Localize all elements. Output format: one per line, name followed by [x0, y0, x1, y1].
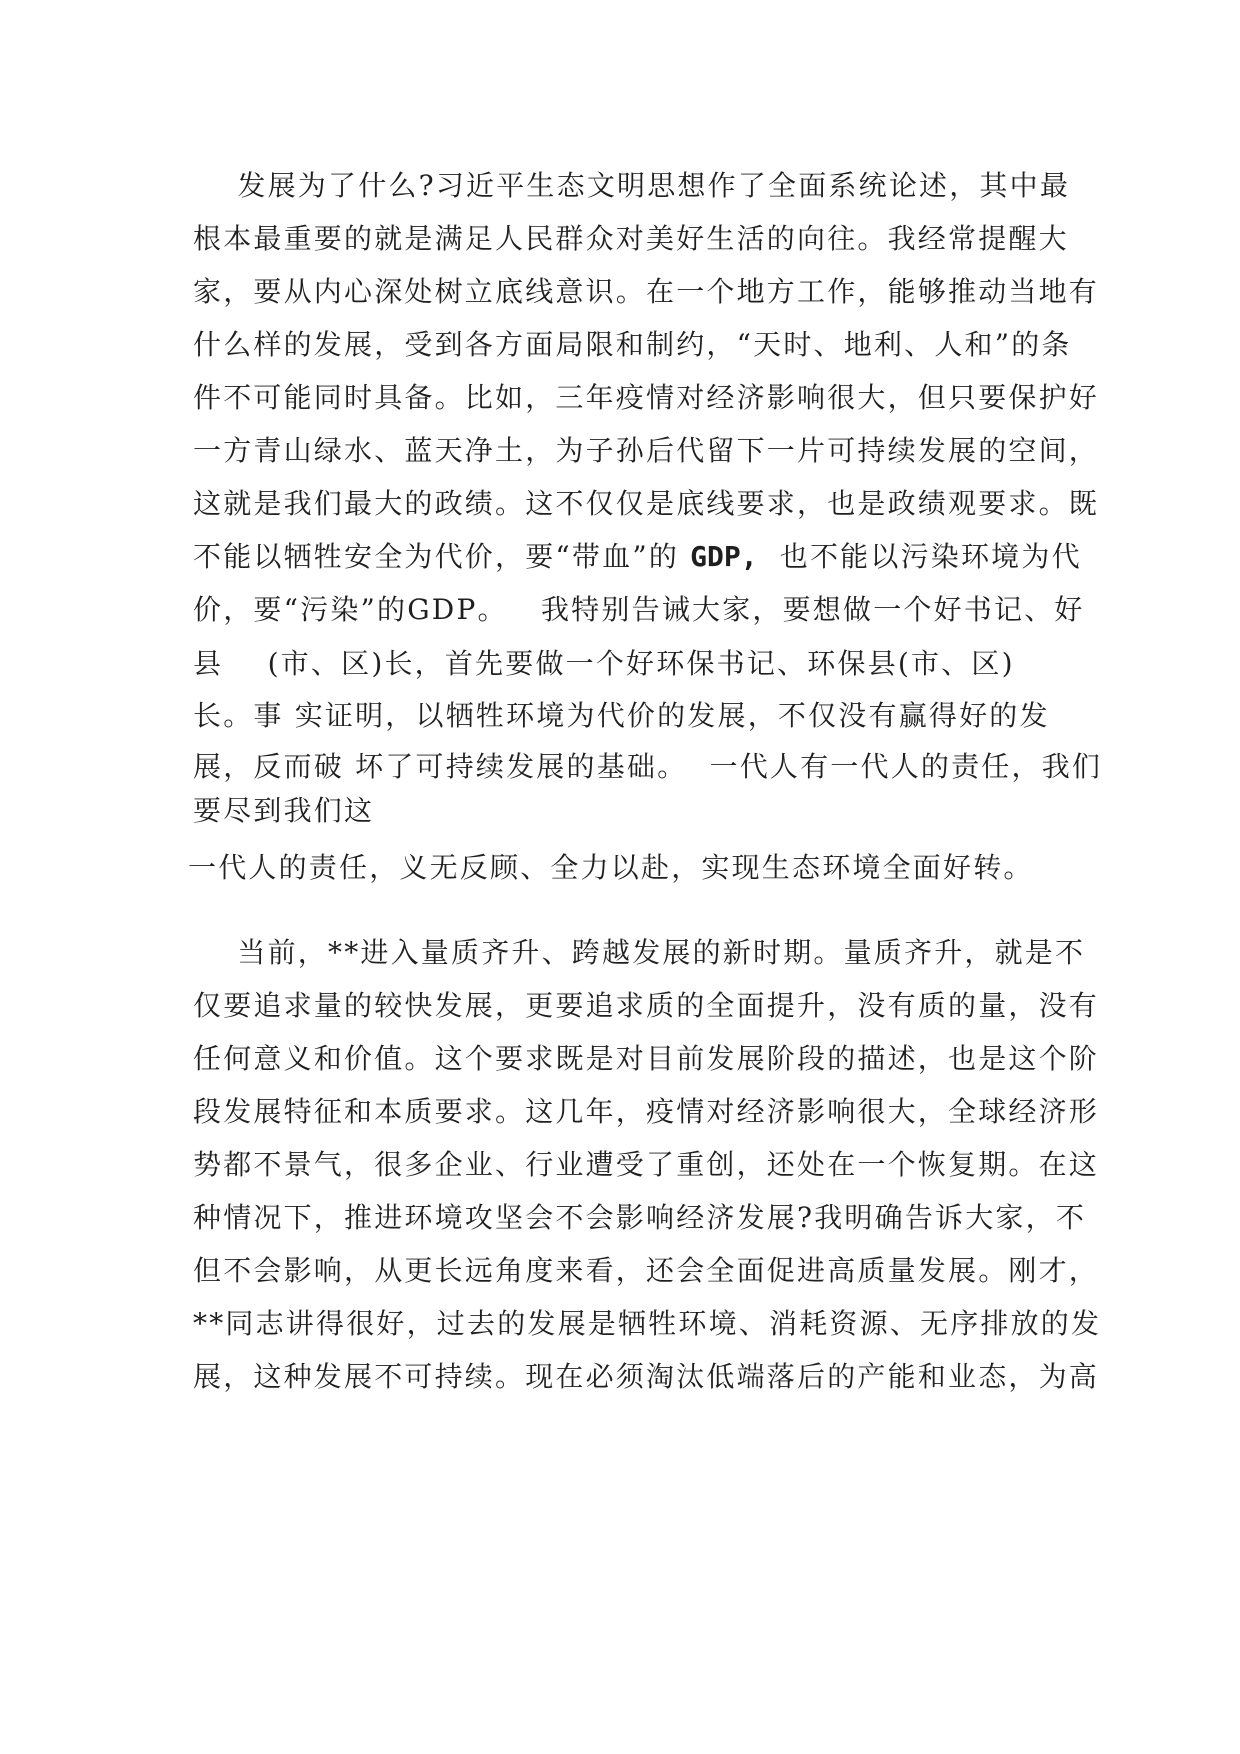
paragraph-1-line-5: 件不可能同时具备。比如，三年疫情对经济影响很大，但只要保护好 [193, 381, 1100, 414]
paragraph-2-line-3: 任何意义和价值。这个要求既是对目前发展阶段的描述，也是这个阶 [193, 1042, 1100, 1075]
paragraph-2-line-8: **同志讲得很好，过去的发展是牺牲环境、消耗资源、无序排放的发 [193, 1307, 1102, 1340]
paragraph-1-line-10: 县 (市、区)长，首先要做一个好环保书记、环保县(市、区) [193, 647, 1015, 680]
paragraph-1-line-7: 这就是我们最大的政绩。这不仅仅是底线要求，也是政绩观要求。既 [193, 487, 1100, 520]
paragraph-1-line-4: 什么样的发展，受到各方面局限和制约，“天时、地利、人和”的条 [193, 328, 1072, 361]
paragraph-1-line-13: 要尽到我们这 [193, 794, 375, 827]
paragraph-2-line-7: 但不会影响，从更长远角度来看，还会全面促进高质量发展。刚才， [193, 1254, 1100, 1287]
paragraph-1-line-2: 根本最重要的就是满足人民群众对美好生活的向往。我经常提醒大 [193, 222, 1069, 255]
paragraph-1-line-9: 价，要“污染”的GDP。 我特别告诫大家，要想做一个好书记、好 [193, 593, 1085, 626]
paragraph-2-line-5: 势都不景气，很多企业、行业遭受了重创，还处在一个恢复期。在这 [193, 1148, 1100, 1181]
paragraph-2-line-1: 当前，**进入量质齐升、跨越发展的新时期。量质齐升，就是不 [193, 936, 1086, 969]
paragraph-1-line-1: 发展为了什么?习近平生态文明思想作了全面系统论述，其中最 [193, 169, 1071, 202]
gdp-bold-text: GDP, [690, 540, 758, 573]
paragraph-1-line-11: 长。事 实证明，以牺牲环境为代价的发展，不仅没有赢得好的发 [193, 699, 1050, 732]
line-8-text-after: 也不能以污染环境为代 [757, 540, 1082, 573]
paragraph-2-line-6: 种情况下，推进环境攻坚会不会影响经济发展?我明确告诉大家，不 [193, 1201, 1087, 1234]
paragraph-2-line-9: 展，这种发展不可持续。现在必须淘汰低端落后的产能和业态，为高 [193, 1360, 1100, 1393]
paragraph-1-line-8 [193, 537, 1082, 577]
paragraph-2-line-4: 段发展特征和本质要求。这几年，疫情对经济影响很大，全球经济形 [193, 1095, 1100, 1128]
paragraph-1-line-12: 展，反而破 坏了可持续发展的基础。 一代人有一代人的责任，我们 [193, 750, 1103, 783]
paragraph-1-tail-line: 一代人的责任，义无反顾、全力以赴，实现生态环境全面好转。 [188, 851, 1034, 884]
line-8-text-before: 不能以牺牲安全为代价，要“带血”的 [193, 540, 691, 573]
paragraph-1-line-6: 一方青山绿水、蓝天净土，为子孙后代留下一片可持续发展的空间， [193, 434, 1100, 467]
paragraph-2-line-2: 仅要追求量的较快发展，更要追求质的全面提升，没有质的量，没有 [193, 989, 1100, 1022]
paragraph-1-line-3: 家，要从内心深处树立底线意识。在一个地方工作，能够推动当地有 [193, 275, 1100, 308]
